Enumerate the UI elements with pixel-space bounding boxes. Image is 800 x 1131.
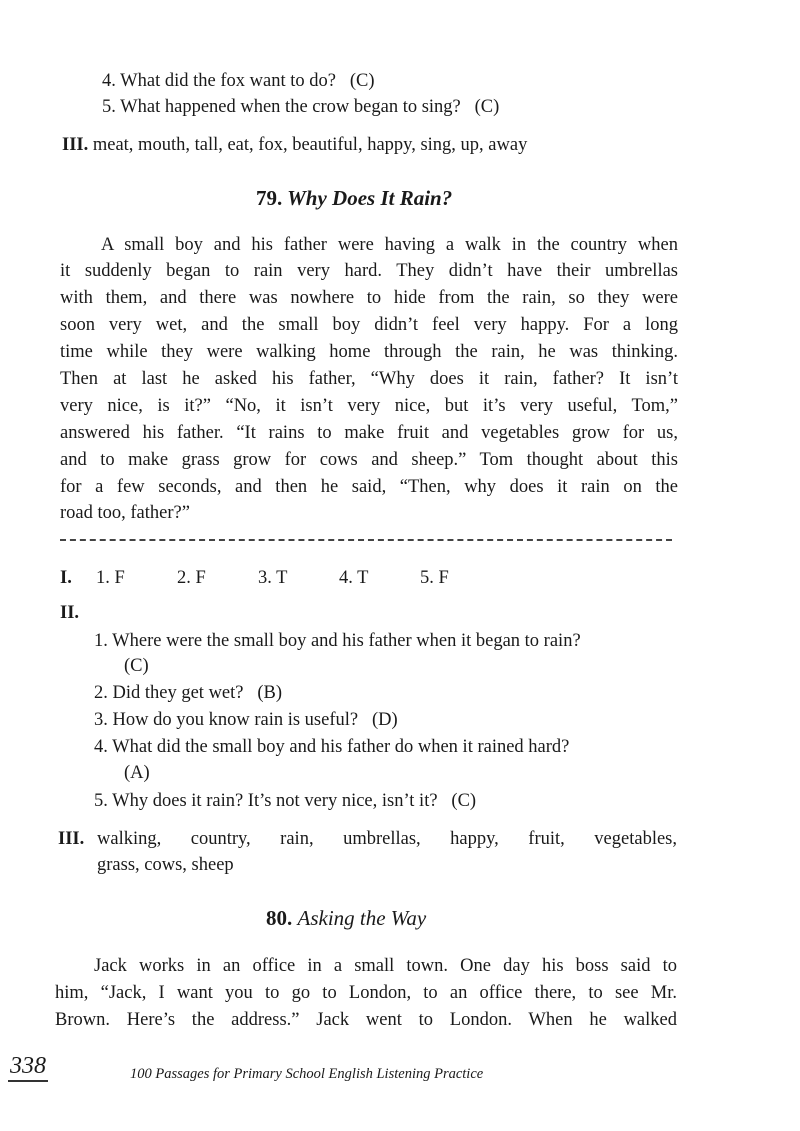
answer-ii-q3: 3. How do you know rain is useful? (D) [94,710,398,730]
passage-line: time while they were walking home through the rain, he was thinking. [60,342,678,362]
answer-item: 3. T [258,568,288,588]
section-80-title [266,906,426,931]
passage-line: Jack works in an office in a small town. One day his boss said to [94,956,677,976]
answer-ii-q5: 5. Why does it rain? It’s not very nice, isn’t it? (C) [94,791,477,811]
passage-line: A small boy and his father were having a walk in the country when [101,235,678,255]
answer-ii-q4-choice: (A) [124,763,150,783]
answer-item: 1. F [96,568,125,588]
roman-label: III. [62,135,89,155]
passage-line: Then at last he asked his father, “Why does it rain, father? It isn’t [60,369,678,389]
passage-line: very nice, is it?” “No, it isn’t very nice, but it’s very useful, Tom,” [60,396,678,416]
section-number: 79. [256,186,283,210]
answer-ii-q2: 2. Did they get wet? (B) [94,683,283,703]
section-title-text: Asking the Way [297,906,427,930]
passage-line: Brown. Here’s the address.” Jack went to London. When he walked [55,1010,677,1030]
passage-line: and to make grass grow for cows and sheep.” Tom thought about this [60,450,678,470]
passage-line: soon very wet, and the small boy didn’t feel very happy. For a long [60,315,678,335]
answer-ii-q1: 1. Where were the small boy and his father when it began to rain? [94,631,581,651]
prev-answer-q4: 4. What did the fox want to do? (C) [102,71,375,91]
prev-answer-q5: 5. What happened when the crow began to sing? (C) [102,97,500,117]
passage-line: for a few seconds, and then he said, “Then, why does it rain on the [60,477,678,497]
book-title-footer: 100 Passages for Primary School English Listening Practice [130,1066,484,1082]
answer-words: meat, mouth, tall, eat, fox, beautiful, happy, sing, up, away [92,135,528,155]
prev-answer-iii [62,132,527,158]
section-title-text: Why Does It Rain? [287,186,453,210]
passage-line: with them, and there was nowhere to hide from the rain, so they were [60,288,678,308]
answer-words: grass, cows, sheep [97,855,234,875]
passage-line: him, “Jack, I want you to go to London, to an office there, to see Mr. [55,983,677,1003]
answer-ii-q1-choice: (C) [124,656,149,676]
answer-ii-q4: 4. What did the small boy and his father do when it rained hard? [94,737,570,757]
page-number: 338 [8,1052,48,1082]
dashed-separator [60,539,672,541]
passage-line: road too, father?” [60,503,190,523]
answer-item: 4. T [339,568,369,588]
roman-label: II. [60,603,80,623]
section-number: 80. [266,906,293,930]
passage-line: answered his father. “It rains to make fruit and vegetables grow for us, [60,423,678,443]
answers-iii [58,826,84,852]
roman-label: I. [60,568,72,588]
answers-i [60,565,449,591]
answer-words: walking, country, rain, umbrellas, happy, fruit, vegetables, [97,829,677,849]
passage-line: it suddenly began to rain very hard. They didn’t have their umbrellas [60,261,678,281]
answer-item: 2. F [177,568,206,588]
answer-item: 5. F [420,568,449,588]
roman-label: III. [58,829,85,849]
section-79-title [256,186,452,211]
